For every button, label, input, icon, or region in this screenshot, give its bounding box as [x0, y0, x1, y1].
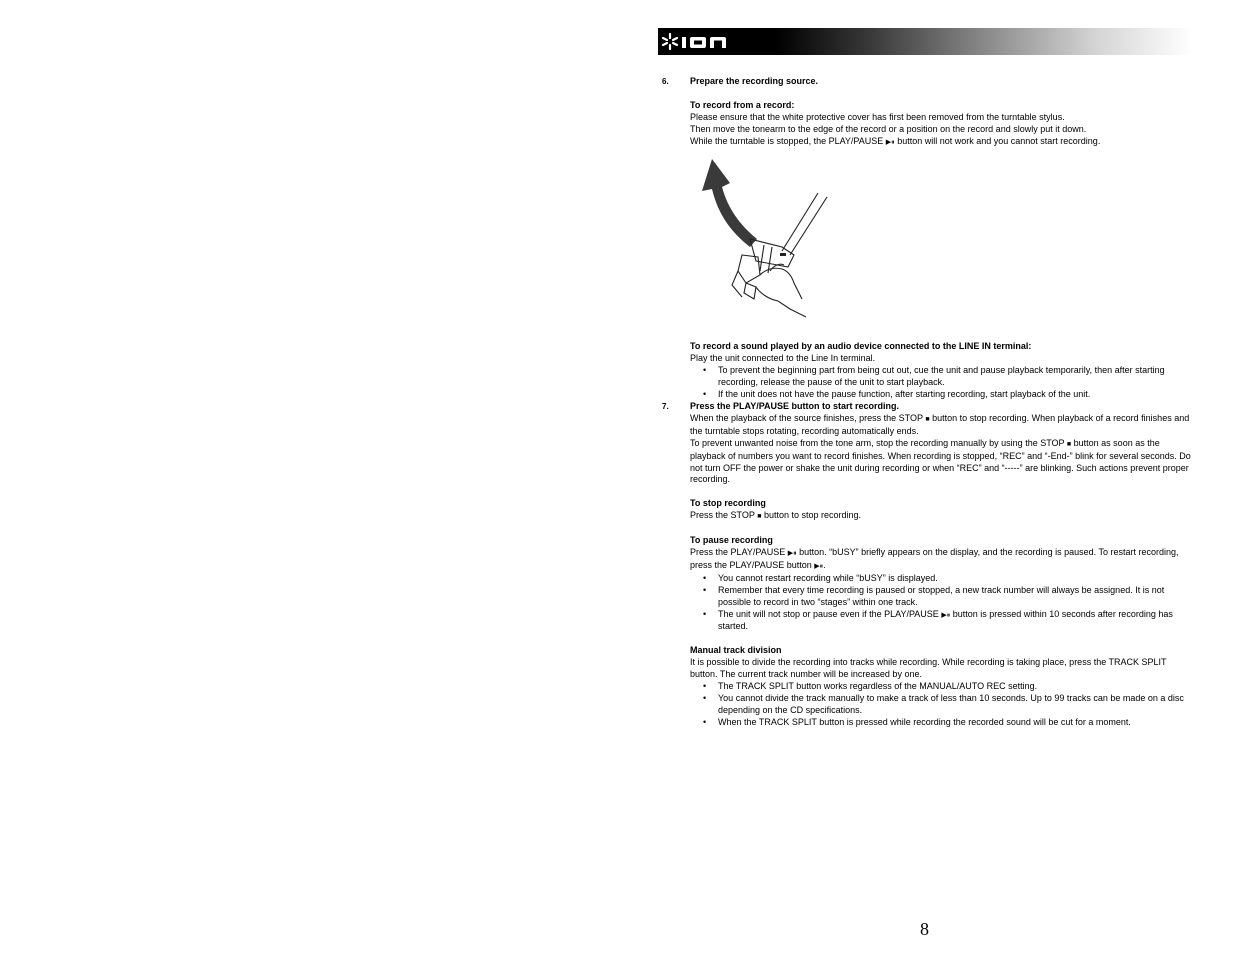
- bullet-list: [690, 365, 1192, 401]
- bullet-icon: •: [703, 365, 707, 376]
- bullet-icon: •: [703, 389, 707, 400]
- list-item-text: To prevent the beginning part from being cut out, cue the unit and pause playback temporarily, then after starting recording, release the pause of the unit to start playback.: [718, 365, 1165, 388]
- text: To prevent unwanted noise from the tone arm, stop the recording manually by using the STOP: [690, 437, 1065, 448]
- step-title: Press the PLAY/PAUSE button to start recording.: [690, 400, 900, 411]
- text: Press the STOP: [690, 510, 755, 521]
- list-item-text: If the unit does not have the pause function, after starting recording, start playback of the unit.: [718, 389, 1091, 400]
- step-number: 7.: [662, 401, 669, 411]
- bullet-icon: •: [703, 608, 707, 619]
- paragraph: Then move the tonearm to the edge of the record or a position on the record and slowly put it down.: [690, 123, 1087, 134]
- text: While the turntable is stopped, the PLAY/PAUSE: [690, 135, 884, 146]
- manual-content: [662, 76, 1192, 729]
- text: button to stop recording. When playback of a record finishes and the turntable stops rotating, recording automatically ends.: [690, 412, 1190, 436]
- list-item-text: button is pressed within 10 seconds after recording has started.: [718, 608, 1173, 632]
- stop-icon: ■: [1066, 440, 1072, 448]
- bullet-list: [690, 681, 1192, 729]
- paragraph: It is possible to divide the recording into tracks while recording. While recording is taking place, press the TRACK SPLIT button. The current track number will be increased by one.: [690, 657, 1167, 680]
- section-heading: To stop recording: [690, 498, 766, 509]
- list-item: [703, 681, 1192, 693]
- text: button to stop recording.: [763, 510, 862, 521]
- list-item: [703, 584, 1192, 609]
- list-item-text: You cannot restart recording while “bUSY” is displayed.: [718, 572, 938, 583]
- text: Press the PLAY/PAUSE: [690, 547, 786, 558]
- paragraph: Play the unit connected to the Line In terminal.: [690, 353, 876, 364]
- bullet-icon: •: [703, 716, 707, 727]
- bullet-icon: •: [703, 584, 707, 595]
- paragraph: [690, 547, 1192, 573]
- bullet-icon: •: [703, 693, 707, 703]
- section-heading: To record a sound played by an audio device connected to the LINE IN terminal:: [690, 341, 1032, 352]
- bullet-icon: •: [703, 572, 707, 583]
- brand-header-bar: [658, 28, 1192, 55]
- paragraph: Please ensure that the white protective cover has first been removed from the turntable stylus.: [690, 111, 1065, 122]
- bullet-icon: •: [703, 681, 707, 692]
- list-item-text: Remember that every time recording is paused or stopped, a new track number will always be assigned. It is not possible to record in two “stages” within one track.: [718, 584, 1165, 607]
- page-number: 8: [920, 919, 929, 939]
- section-heading: To pause recording: [690, 535, 773, 546]
- step-7: [662, 401, 1192, 729]
- paragraph: [690, 413, 1192, 438]
- list-item-text: The unit will not stop or pause even if the PLAY/PAUSE: [718, 608, 939, 619]
- play-pause-icon: ▶⏸: [941, 611, 951, 619]
- paragraph: [690, 136, 1192, 149]
- section-heading: Manual track division: [690, 645, 782, 656]
- list-item: [703, 716, 1192, 729]
- section-heading: To record from a record:: [690, 99, 795, 110]
- list-item-text: The TRACK SPLIT button works regardless of the MANUAL/AUTO REC setting.: [718, 681, 1038, 692]
- ion-logo: [660, 30, 734, 53]
- text: button will not work and you cannot start recording.: [897, 135, 1101, 146]
- step-title: Prepare the recording source.: [690, 76, 819, 86]
- stop-icon: ■: [757, 513, 762, 521]
- list-item-text: When the TRACK SPLIT button is pressed while recording the recorded sound will be cut for a moment.: [718, 716, 1131, 727]
- tonearm-illustration: [690, 159, 835, 324]
- play-pause-icon: ▶⏸: [787, 550, 797, 558]
- paragraph: [690, 510, 1192, 523]
- text: .: [823, 559, 826, 570]
- play-pause-icon: ▶⏸: [885, 138, 895, 146]
- bullet-list: [690, 573, 1192, 634]
- paragraph: [690, 438, 1192, 487]
- list-item: [703, 572, 1192, 585]
- list-item: [703, 608, 1192, 634]
- list-item: [703, 365, 1192, 389]
- list-item-text: You cannot divide the track manually to make a track of less than 10 seconds. Up to 99 tracks can be made on a disc depending on the CD specifications.: [718, 693, 1184, 715]
- step-number: 6.: [662, 77, 669, 86]
- step-6: [662, 76, 1192, 401]
- list-item: [703, 693, 1192, 717]
- text: button. “bUSY” briefly appears on the display, and the recording is paused. To restart recording, press the PLAY/PAUSE button: [690, 547, 1179, 570]
- list-item: [703, 389, 1192, 401]
- play-pause-icon: ▶⏸: [814, 562, 824, 570]
- stop-icon: ■: [925, 415, 930, 423]
- text: button as soon as the playback of numbers you want to record finishes. When recording is stopped, “REC” and “-End-” blink for several seconds. Do not turn OFF the power or shake the unit during recording or when “REC” and “-----” are blinking. Such actions prevent proper recording.: [690, 437, 1191, 485]
- text: When the playback of the source finishes, press the STOP: [690, 412, 923, 423]
